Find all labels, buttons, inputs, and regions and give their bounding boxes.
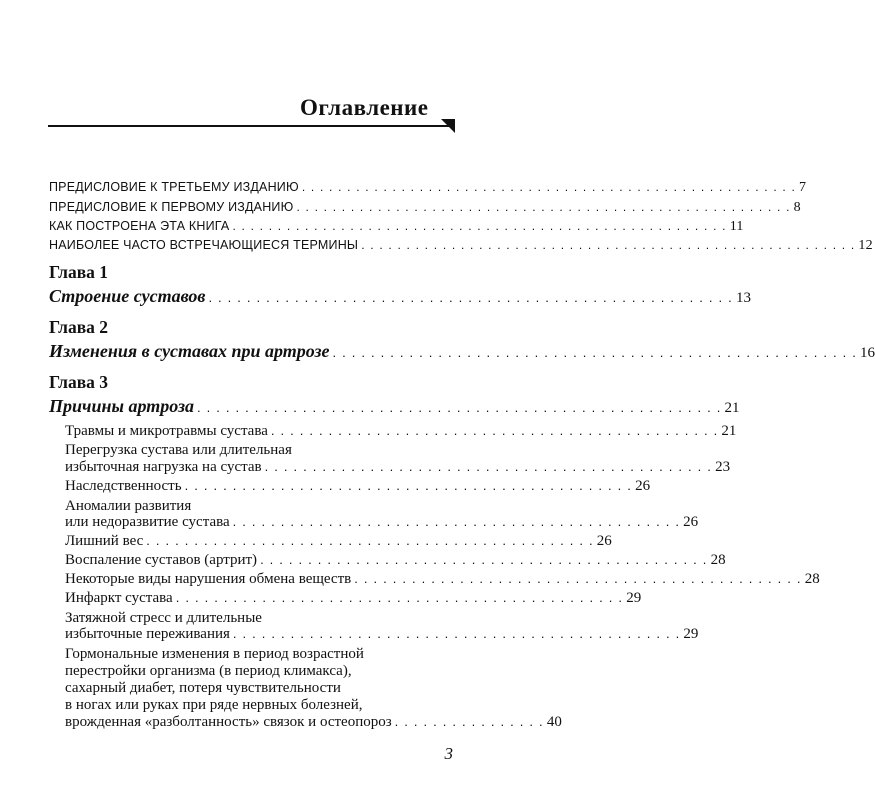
- section-label: Воспаление суставов (артрит): [65, 552, 258, 568]
- chapter-page: 16: [860, 345, 875, 361]
- section-label: врожденная «разболтанность» связок и остеопороз: [65, 714, 392, 730]
- chapter-title: Строение суставов: [49, 286, 206, 306]
- section-label-line: Перегрузка сустава или длительная: [65, 442, 292, 458]
- section-entry[interactable]: [65, 514, 699, 531]
- chapter-title: Изменения в суставах при артрозе: [49, 341, 330, 361]
- leader-dots: . . . . . . . . . . . . . . . . . . . . . . . . . . . . . . . . . . . . . . . . . . . . . . .: [232, 514, 681, 529]
- chapter-title-entry[interactable]: [49, 341, 875, 362]
- section-page: 29: [683, 626, 699, 642]
- leader-dots: . . . . . . . . . . . . . . . . . . . . . . . . . . . . . . . . . . . . . . . . . . . . . . . . . . . . . . .: [296, 200, 791, 214]
- toc-entry[interactable]: [49, 219, 744, 235]
- chapter-page: 21: [724, 400, 740, 416]
- chapter-number: Глава 2: [49, 317, 109, 337]
- toc-entry-label: КАК ПОСТРОЕНА ЭТА КНИГА: [49, 219, 230, 233]
- toc-entry[interactable]: [49, 200, 801, 216]
- title-rule: [48, 125, 455, 127]
- leader-dots: . . . . . . . . . . . . . . . . . . . . . . . . . . . . . . . . . . . . . . . . . . . . . . . . . . . . . . .: [361, 238, 856, 252]
- section-label: избыточные переживания: [65, 626, 230, 642]
- section-entry[interactable]: [65, 552, 726, 569]
- section-label: Лишний вес: [65, 533, 144, 549]
- toc-entry-label: ПРЕДИСЛОВИЕ К ТРЕТЬЕМУ ИЗДАНИЮ: [49, 180, 299, 194]
- toc-entry[interactable]: [49, 180, 807, 196]
- section-page: 26: [596, 533, 612, 549]
- leader-dots: . . . . . . . . . . . . . . . . . . . . . . . . . . . . . . . . . . . . . . . . . . . . . . .: [260, 552, 708, 567]
- section-entry[interactable]: [65, 533, 612, 550]
- section-label: Наследственность: [65, 478, 182, 494]
- section-entry[interactable]: [65, 714, 562, 731]
- title-corner-mark: [441, 119, 455, 133]
- section-page: 28: [710, 552, 726, 568]
- section-label: избыточная нагрузка на сустав: [65, 459, 262, 475]
- leader-dots: . . . . . . . . . . . . . . . . . . . . . . . . . . . . . . . . . . . . . . . . . . . . . . .: [232, 626, 681, 641]
- section-label-line: Гормональные изменения в период возрастной: [65, 646, 364, 662]
- toc-entry-page: 12: [858, 238, 873, 253]
- leader-dots: . . . . . . . . . . . . . . . . . . . . . . . . . . . . . . . . . . . . . . . . . . . . . . . . . . . . . . .: [332, 345, 858, 360]
- chapter-title-entry[interactable]: [49, 396, 740, 417]
- section-entry[interactable]: [65, 423, 737, 440]
- page-title: Оглавление: [300, 95, 429, 120]
- leader-dots: . . . . . . . . . . . . . . . . . . . . . . . . . . . . . . . . . . . . . . . . . . . . . . . . . . . . . . .: [232, 219, 727, 233]
- section-label: Некоторые виды нарушения обмена веществ: [65, 571, 352, 587]
- section-label-line: в ногах или руках при ряде нервных болезней,: [65, 697, 363, 713]
- section-entry[interactable]: [65, 571, 820, 588]
- leader-dots: . . . . . . . . . . . . . . . . . . . . . . . . . . . . . . . . . . . . . . . . . . . . . . .: [146, 533, 594, 548]
- section-label: или недоразвитие сустава: [65, 514, 230, 530]
- toc-entry-page: 7: [799, 180, 807, 195]
- section-page: 23: [715, 459, 731, 475]
- section-entry[interactable]: [65, 478, 651, 495]
- leader-dots: . . . . . . . . . . . . . . . . . . . . . . . . . . . . . . . . . . . . . . . . . . . . . . .: [264, 459, 713, 474]
- section-label: Травмы и микротравмы сустава: [65, 423, 268, 439]
- section-page: 29: [626, 590, 642, 606]
- section-label: Инфаркт сустава: [65, 590, 173, 606]
- leader-dots: . . . . . . . . . . . . . . . . . . . . . . . . . . . . . . . . . . . . . . . . . . . . . . .: [354, 571, 802, 586]
- leader-dots: . . . . . . . . . . . . . . . . . . . . . . . . . . . . . . . . . . . . . . . . . . . . . . . . . . . . . . .: [197, 400, 722, 415]
- section-page: 26: [635, 478, 651, 494]
- section-page: 28: [804, 571, 820, 587]
- leader-dots: . . . . . . . . . . . . . . . .: [394, 714, 544, 729]
- section-label-line: Аномалии развития: [65, 498, 192, 514]
- chapter-page: 13: [735, 290, 751, 306]
- section-entry[interactable]: [65, 626, 699, 643]
- toc-entry-page: 8: [793, 200, 801, 215]
- section-label-line: перестройки организма (в период климакса),: [65, 663, 352, 679]
- toc-entry-label: ПРЕДИСЛОВИЕ К ПЕРВОМУ ИЗДАНИЮ: [49, 200, 294, 214]
- leader-dots: . . . . . . . . . . . . . . . . . . . . . . . . . . . . . . . . . . . . . . . . . . . . . . . . . . . . . . .: [301, 180, 797, 194]
- page-number: 3: [444, 744, 453, 763]
- section-label-line: сахарный диабет, потеря чувствительности: [65, 680, 341, 696]
- section-page: 26: [683, 514, 699, 530]
- leader-dots: . . . . . . . . . . . . . . . . . . . . . . . . . . . . . . . . . . . . . . . . . . . . . . .: [184, 478, 633, 493]
- section-entry[interactable]: [65, 459, 731, 476]
- section-page: 21: [721, 423, 737, 439]
- toc-entry-page: 11: [729, 219, 744, 234]
- section-page: 40: [546, 714, 562, 730]
- section-label-line: Затяжной стресс и длительные: [65, 610, 262, 626]
- toc-entry[interactable]: [49, 238, 873, 254]
- leader-dots: . . . . . . . . . . . . . . . . . . . . . . . . . . . . . . . . . . . . . . . . . . . . . . .: [175, 590, 624, 605]
- leader-dots: . . . . . . . . . . . . . . . . . . . . . . . . . . . . . . . . . . . . . . . . . . . . . . .: [270, 423, 719, 438]
- toc-entry-label: НАИБОЛЕЕ ЧАСТО ВСТРЕЧАЮЩИЕСЯ ТЕРМИНЫ: [49, 238, 359, 252]
- chapter-number: Глава 3: [49, 372, 109, 392]
- section-entry[interactable]: [65, 590, 642, 607]
- chapter-title-entry[interactable]: [49, 286, 751, 307]
- leader-dots: . . . . . . . . . . . . . . . . . . . . . . . . . . . . . . . . . . . . . . . . . . . . . . . . . . . . . . .: [208, 290, 733, 305]
- chapter-number: Глава 1: [49, 262, 109, 282]
- chapter-title: Причины артроза: [49, 396, 195, 416]
